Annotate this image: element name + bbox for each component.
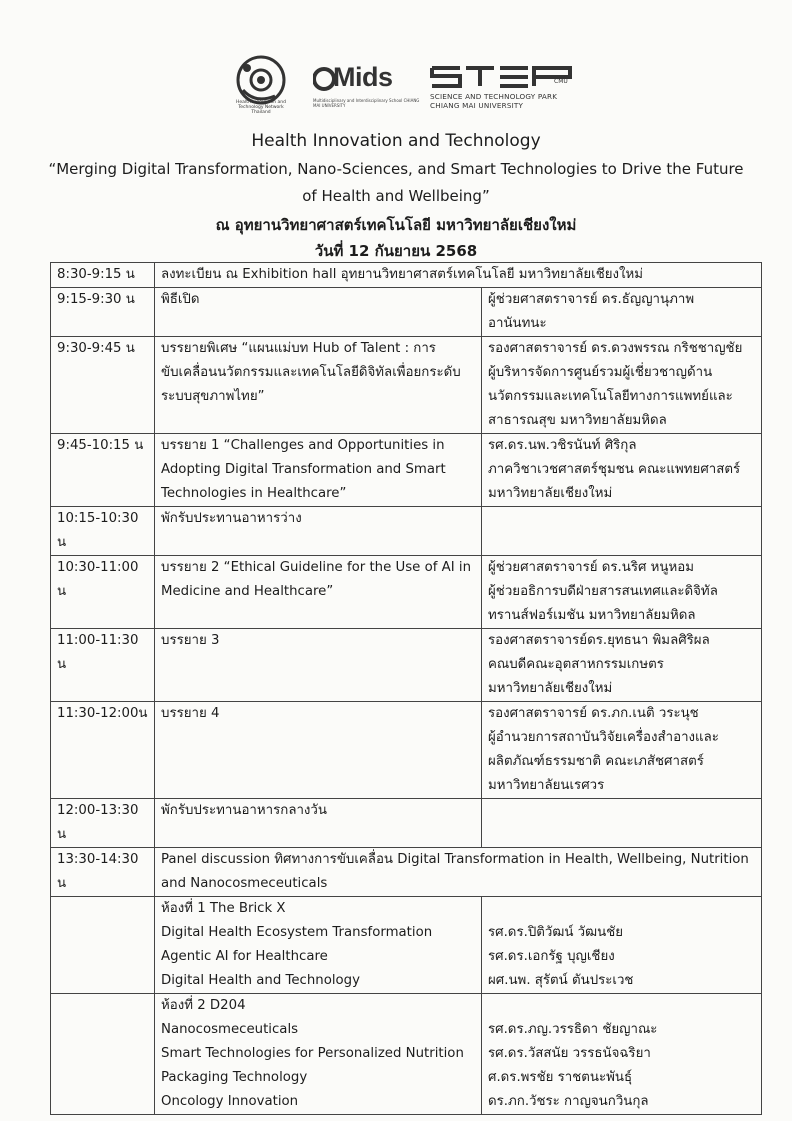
table-row <box>51 263 762 288</box>
page-title: Health Innovation and Technology <box>251 131 541 151</box>
room-1-name: ห้องที่ 1 The Brick X <box>161 901 286 916</box>
mids-word: Mids <box>333 62 393 92</box>
mids-mark-icon <box>313 64 335 94</box>
step-subtitle: SCIENCE AND TECHNOLOGY PARK CHIANG MAI UNIVERSITY <box>430 92 558 110</box>
speaker-cell: ผู้ช่วยศาสตราจารย์ ดร.นริศ หนูหอม ผู้ช่วยอธิการบดีฝ่ายสารสนเทศและดิจิทัล ทรานส์ฟอร์เมชัน มหาวิทยาลัยมหิดล <box>482 556 762 629</box>
table-row <box>51 629 762 702</box>
activity-cell: พักรับประทานอาหารว่าง <box>155 507 482 556</box>
time-cell: 11:30-12:00น <box>51 702 155 799</box>
table-row <box>51 434 762 507</box>
speaker-cell: รศ.ดร.นพ.วชิรนันท์ ศิริกุล ภาควิชาเวชศาสตร์ชุมชน คณะแพทยศาสตร์ มหาวิทยาลัยเชียงใหม่ <box>482 434 762 507</box>
hint-logo-icon <box>235 54 287 106</box>
activity-cell: บรรยาย 4 <box>155 702 482 799</box>
activity-cell: ลงทะเบียน ณ Exhibition hall อุทยานวิทยาศาสตร์เทคโนโลยี มหาวิทยาลัยเชียงใหม่ <box>155 263 762 288</box>
table-row <box>51 556 762 629</box>
activity-cell: พิธีเปิด <box>155 288 482 337</box>
event-date: วันที่ 12 กันยายน 2568 <box>314 242 478 260</box>
time-cell <box>51 994 155 1115</box>
time-cell: 10:30-11:00 น <box>51 556 155 629</box>
header-logos <box>0 50 792 120</box>
table-row <box>51 994 762 1115</box>
speaker-cell <box>482 799 762 848</box>
time-cell: 10:15-10:30 น <box>51 507 155 556</box>
time-cell: 12:00-13:30 น <box>51 799 155 848</box>
table-row <box>51 848 762 897</box>
speaker-cell: รองศาสตราจารย์ ดร.ภก.เนติ วระนุช ผู้อำนวยการสถาบันวิจัยเครื่องสำอางและ ผลิตภัณฑ์ธรรมชาติ คณะเภสัชศาสตร์ มหาวิทยาลัยนเรศวร <box>482 702 762 799</box>
speaker-cell: รองศาสตราจารย์ ดร.ดวงพรรณ กริชชาญชัย ผู้บริหารจัดการศูนย์รวมผู้เชี่ยวชาญด้าน นวัตกรรมและเทคโนโลยีทางการแพทย์และ สาธารณสุข มหาวิทยาลัยมหิดล <box>482 337 762 434</box>
time-cell: 9:15-9:30 น <box>51 288 155 337</box>
table-row <box>51 702 762 799</box>
table-row <box>51 507 762 556</box>
activity-cell: บรรยาย 1 “Challenges and Opportunities in Adopting Digital Transformation and Smart Technologies in Healthcare” <box>155 434 482 507</box>
table-row <box>51 799 762 848</box>
room-2-topics: ห้องที่ 2 D204 Nanocosmeceuticals Smart Technologies for Personalized Nutrition Packaging Technology Oncology Innovation <box>155 994 482 1115</box>
activity-cell: บรรยาย 3 <box>155 629 482 702</box>
activity-cell: พักรับประทานอาหารกลางวัน <box>155 799 482 848</box>
subtitle-line-2: of Health and Wellbeing” <box>302 187 490 205</box>
step-wordmark-icon <box>430 64 576 90</box>
table-row <box>51 288 762 337</box>
table-row <box>51 337 762 434</box>
step-logo <box>430 64 576 110</box>
hint-logo-text: Health Innovation and Technology Network Thailand <box>236 100 286 116</box>
activity-cell: บรรยายพิเศษ “แผนแม่บท Hub of Talent : การ ขับเคลื่อนนวัตกรรมและเทคโนโลยีดิจิทัลเพื่อยกระดับ ระบบสุขภาพไทย” <box>155 337 482 434</box>
activity-cell: Panel discussion ทิศทางการขับเคลื่อน Digital Transformation in Health, Wellbeing, Nutrition and Nanocosmeceuticals <box>155 848 762 897</box>
speaker-cell <box>482 507 762 556</box>
step-cmu-label: CMU <box>554 78 568 85</box>
time-cell: 13:30-14:30 น <box>51 848 155 897</box>
time-cell: 9:45-10:15 น <box>51 434 155 507</box>
room-1-topics: ห้องที่ 1 The Brick X Digital Health Ecosystem Transformation Agentic AI for Healthcare Digital Health and Technology <box>155 897 482 994</box>
time-cell: 11:00-11:30 น <box>51 629 155 702</box>
activity-cell: บรรยาย 2 “Ethical Guideline for the Use of AI in Medicine and Healthcare” <box>155 556 482 629</box>
room-1-speakers: รศ.ดร.ปิติวัฒน์ วัฒนชัย รศ.ดร.เอกรัฐ บุญเชียง ผศ.นพ. สุรัตน์ ตันประเวช <box>482 897 762 994</box>
room-2-speakers: รศ.ดร.ภญ.วรรธิดา ชัยญาณะ รศ.ดร.วัสสนัย วรรธนัจฉริยา ศ.ดร.พรชัย ราชตนะพันธุ์ ดร.ภก.วัชระ กาญจนกวินกุล <box>482 994 762 1115</box>
table-row <box>51 897 762 994</box>
venue: ณ อุทยานวิทยาศาสตร์เทคโนโลยี มหาวิทยาลัยเชียงใหม่ <box>215 216 577 234</box>
schedule-table <box>50 262 762 1115</box>
mids-subtitle: Multidisciplinary and Interdisciplinary School CHIANG MAI UNIVERSITY <box>313 98 420 108</box>
time-cell <box>51 897 155 994</box>
room-2-name: ห้องที่ 2 D204 <box>161 998 246 1013</box>
time-cell: 9:30-9:45 น <box>51 337 155 434</box>
speaker-cell: ผู้ช่วยศาสตราจารย์ ดร.ธัญญานุภาพ อานันทนะ <box>482 288 762 337</box>
time-cell: 8:30-9:15 น <box>51 263 155 288</box>
speaker-cell: รองศาสตราจารย์ดร.ยุทธนา พิมลศิริผล คณบดีคณะอุตสาหกรรมเกษตร มหาวิทยาลัยเชียงใหม่ <box>482 629 762 702</box>
subtitle-line-1: “Merging Digital Transformation, Nano-Sciences, and Smart Technologies to Drive the Future <box>48 160 744 178</box>
